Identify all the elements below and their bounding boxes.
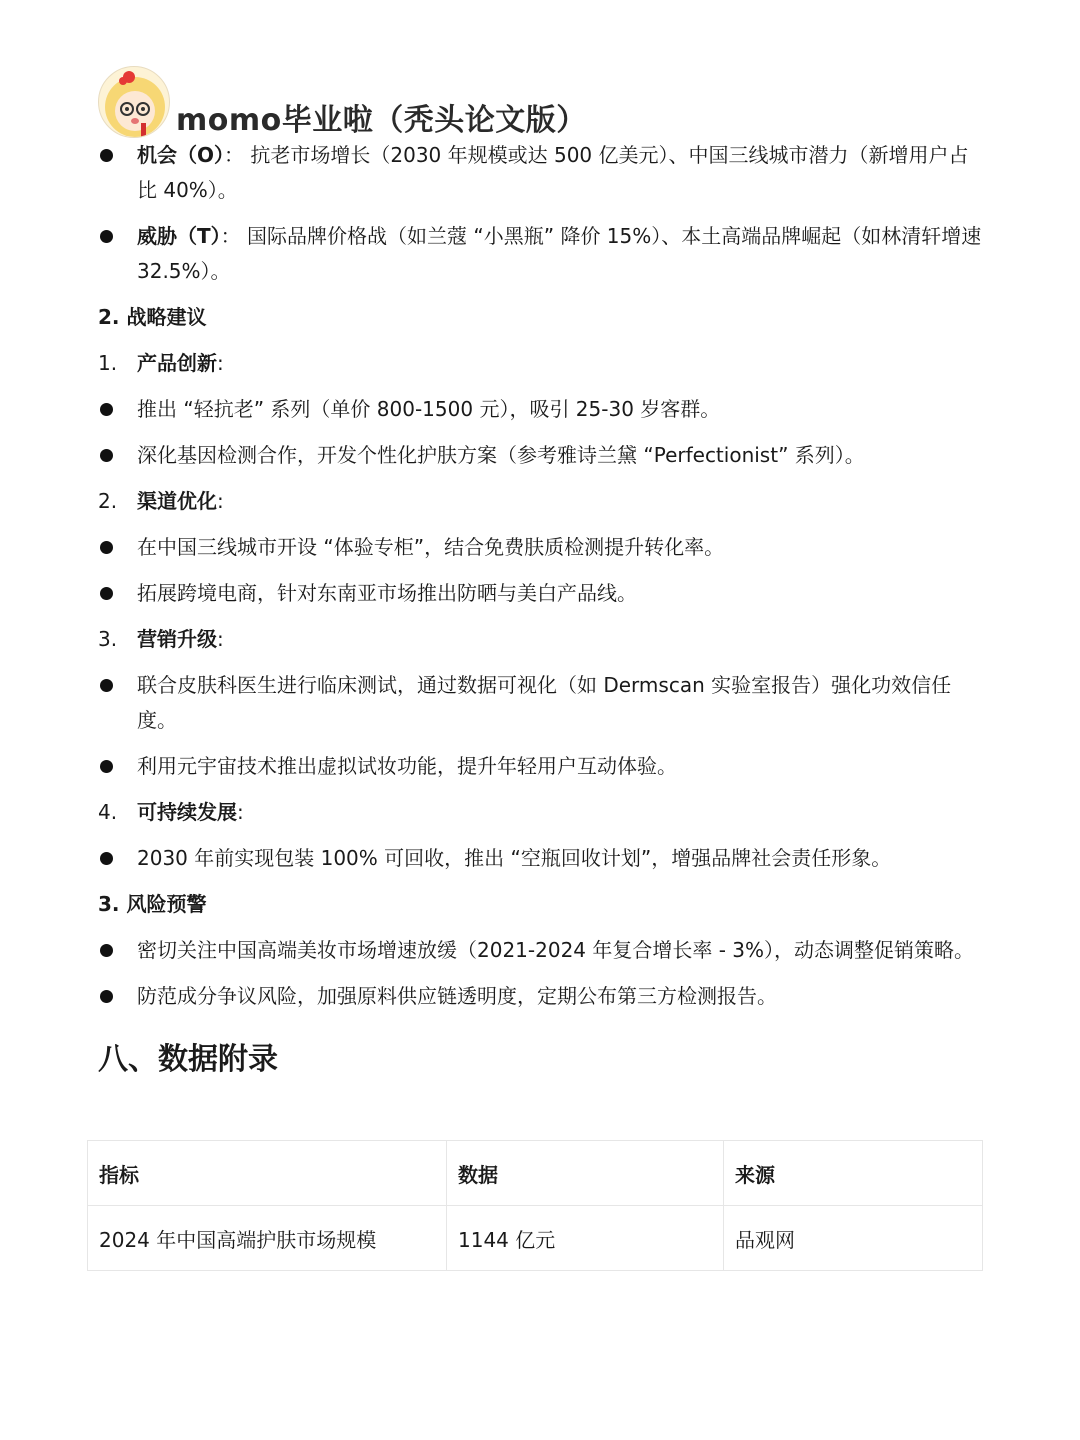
bullet-icon: [100, 403, 113, 416]
strategy-group-channel: [98, 484, 988, 519]
strategy-group-marketing: [98, 622, 988, 657]
avatar: [98, 66, 170, 138]
swot-text: 抗老市场增长（2030 年规模或达 500 亿美元）、中国三线城市潜力（新增用户占比 40%）。: [137, 143, 969, 202]
table-row: [88, 1206, 983, 1271]
bullet-icon: [100, 852, 113, 865]
column-header: 数据: [447, 1141, 724, 1206]
table-header-row: [88, 1141, 983, 1206]
list-item-text: 密切关注中国高端美妆市场增速放缓（2021-2024 年复合增长率 - 3%），动态调整促销策略。: [137, 938, 975, 962]
swot-label: 机会（O）: [137, 143, 225, 167]
list-item: [98, 749, 988, 784]
list-number: 2.: [98, 489, 118, 513]
swot-text: 国际品牌价格战（如兰蔻 “小黑瓶” 降价 15%）、本土高端品牌崛起（如林清轩增速 32.5%）。: [137, 224, 982, 283]
bullet-icon: [100, 230, 113, 243]
list-number: 3.: [98, 627, 118, 651]
bullet-icon: [100, 587, 113, 600]
strategy-group-sustainability: [98, 795, 988, 830]
list-item-text: 在中国三线城市开设 “体验专柜”，结合免费肤质检测提升转化率。: [137, 535, 725, 559]
list-item: [98, 979, 988, 1014]
data-appendix-table: [87, 1140, 983, 1271]
bullet-icon: [100, 449, 113, 462]
bullet-icon: [100, 990, 113, 1003]
list-item-text: 2030 年前实现包装 100% 可回收，推出 “空瓶回收计划”，增强品牌社会责任形象。: [137, 846, 892, 870]
column-header: 指标: [88, 1141, 447, 1206]
swot-separator: ：: [224, 143, 245, 167]
document-body: [98, 138, 988, 1100]
table-cell: 品观网: [724, 1206, 983, 1271]
list-item-text: 推出 “轻抗老” 系列（单价 800-1500 元），吸引 25-30 岁客群。: [137, 397, 721, 421]
list-item: [98, 530, 988, 565]
list-item: [98, 668, 988, 738]
cartoon-girl-icon: [99, 67, 170, 138]
list-item: [98, 392, 988, 427]
group-label: 营销升级: [137, 627, 217, 651]
section-heading-strategy: 2. 战略建议: [98, 305, 207, 329]
table-cell: 1144 亿元: [447, 1206, 724, 1271]
swot-threat: [98, 219, 988, 289]
bullet-icon: [100, 944, 113, 957]
swot-separator: ：: [220, 224, 241, 248]
swot-opportunity: [98, 138, 988, 208]
swot-label: 威胁（T）: [137, 224, 221, 248]
author-header: [98, 66, 587, 138]
list-item: [98, 841, 988, 876]
strategy-group-product: [98, 346, 988, 381]
appendix-heading: 八、数据附录: [98, 1042, 278, 1077]
group-label: 产品创新: [137, 351, 217, 375]
list-item: [98, 933, 988, 968]
list-item: [98, 438, 988, 473]
list-item-text: 防范成分争议风险，加强原料供应链透明度，定期公布第三方检测报告。: [137, 984, 777, 1008]
bullet-icon: [100, 541, 113, 554]
group-colon: :: [217, 489, 224, 513]
group-colon: :: [217, 351, 224, 375]
group-colon: :: [217, 627, 224, 651]
author-title: momo毕业啦（秃头论文版）: [176, 103, 587, 138]
bullet-icon: [100, 679, 113, 692]
list-number: 1.: [98, 351, 118, 375]
list-item-text: 利用元宇宙技术推出虚拟试妆功能，提升年轻用户互动体验。: [137, 754, 677, 778]
list-item-text: 联合皮肤科医生进行临床测试，通过数据可视化（如 Dermscan 实验室报告）强化功效信任度。: [137, 673, 952, 732]
list-number: 4.: [98, 800, 118, 824]
column-header: 来源: [724, 1141, 983, 1206]
group-colon: :: [237, 800, 244, 824]
list-item: [98, 576, 988, 611]
bullet-icon: [100, 149, 113, 162]
bullet-icon: [100, 760, 113, 773]
section-heading-risk: 3. 风险预警: [98, 892, 207, 916]
list-item-text: 拓展跨境电商，针对东南亚市场推出防晒与美白产品线。: [137, 581, 637, 605]
table-cell: 2024 年中国高端护肤市场规模: [88, 1206, 447, 1271]
group-label: 渠道优化: [137, 489, 217, 513]
group-label: 可持续发展: [137, 800, 237, 824]
list-item-text: 深化基因检测合作，开发个性化护肤方案（参考雅诗兰黛 “Perfectionist” 系列）。: [137, 443, 865, 467]
